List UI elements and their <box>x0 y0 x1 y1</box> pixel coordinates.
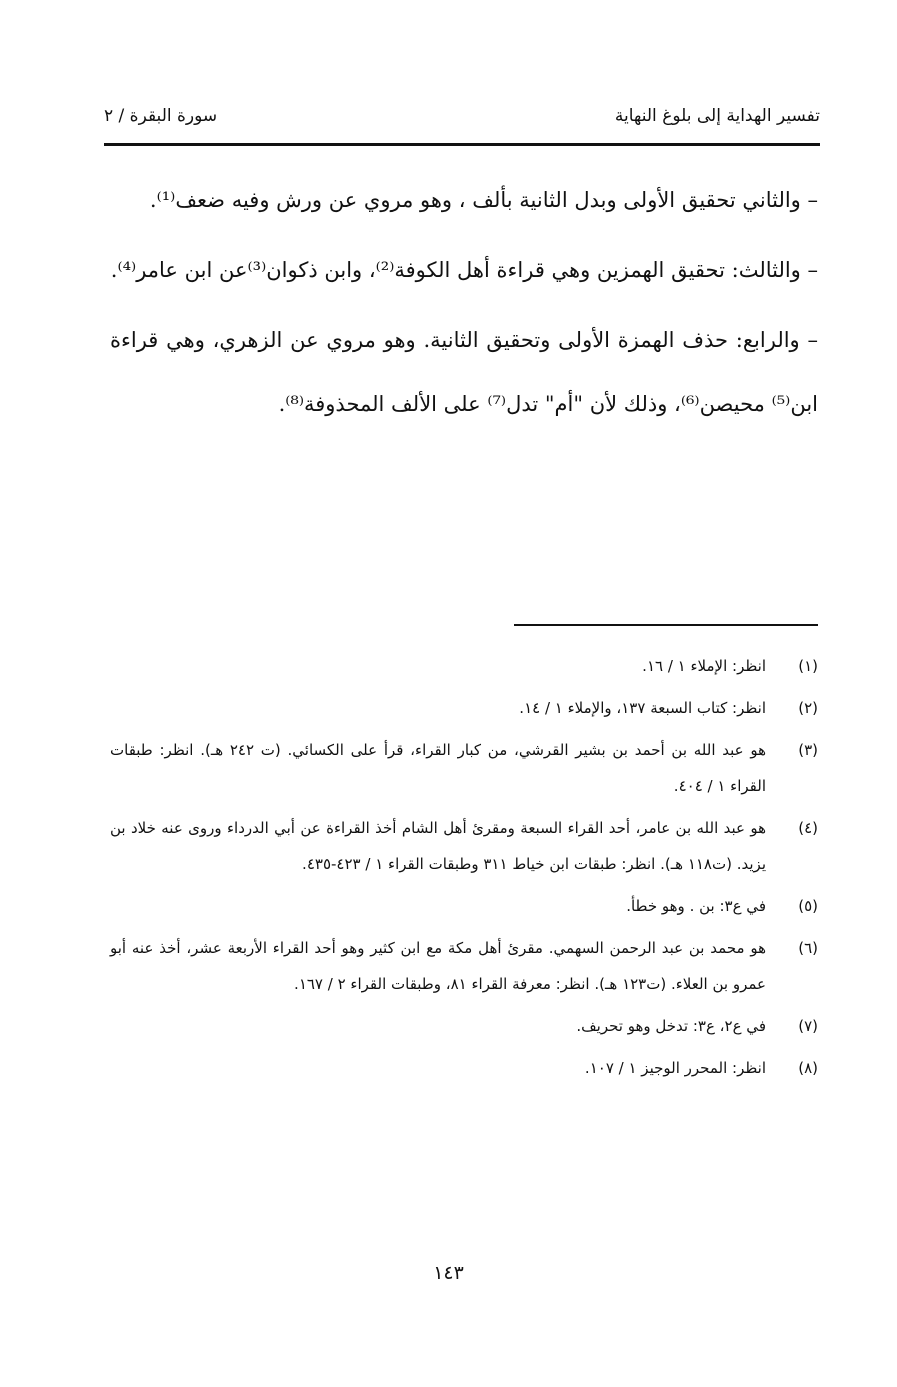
page-number: ١٤٣ <box>433 1262 464 1284</box>
paragraph-third-reading: – والثالث: تحقيق الهمزين وهي قراءة أهل الكوفة⁽²⁾، وابن ذكوان⁽³⁾عن ابن عامر⁽⁴⁾. <box>110 258 818 282</box>
header-book-title: تفسير الهداية إلى بلوغ النهاية <box>614 106 820 126</box>
footnote-item <box>110 810 818 882</box>
running-header <box>104 96 820 136</box>
footnote-item <box>110 648 818 684</box>
paragraph-fourth-reading: – والرابع: حذف الهمزة الأولى وتحقيق الثانية. وهو مروي عن الزهري، وهي قراءة ابن⁽⁵⁾ محيصن⁽⁶⁾، وذلك لأن "أم" تدل⁽⁷⁾ على الألف المحذوفة⁽⁸⁾. <box>110 328 818 416</box>
footnote-text: انظر: المحرر الوجيز ١ / ١٠٧. <box>584 1059 766 1077</box>
footnote-text: هو عبد الله بن عامر، أحد القراء السبعة ومقرئ أهل الشام أخذ القراءة عن أبي الدرداء وروى عنه خلاد بن يزيد. (ت١١٨ هـ). انظر: طبقات ابن خياط ٣١١ وطبقات القراء ١ / ٤٢٣-٤٣٥. <box>110 819 766 873</box>
footnote-number: (٣) <box>798 741 818 759</box>
footnote-item <box>110 690 818 726</box>
footnote-text: في ع٣: بن . وهو خطأ. <box>626 897 766 915</box>
footnote-number: (٥) <box>798 897 818 915</box>
main-text <box>110 168 818 442</box>
footnote-number: (٧) <box>798 1017 818 1035</box>
footnote-number: (٦) <box>798 939 818 957</box>
footnote-text: هو عبد الله بن أحمد بن بشير القرشي، من كبار القراء، قرأ على الكسائي. (ت ٢٤٢ هـ). انظر: طبقات القراء ١ / ٤٠٤. <box>110 741 766 795</box>
footnote-item <box>110 930 818 1002</box>
header-divider <box>104 143 820 146</box>
footnote-number: (١) <box>798 657 818 675</box>
paragraph-second-reading: – والثاني تحقيق الأولى وبدل الثانية بألف ، وهو مروي عن ورش وفيه ضعف⁽¹⁾. <box>149 188 818 212</box>
footnotes <box>110 648 818 1092</box>
footnote-item <box>110 1008 818 1044</box>
header-surah-label: سورة البقرة / ٢ <box>104 106 218 126</box>
footnote-item <box>110 1050 818 1086</box>
footnote-divider <box>514 624 818 626</box>
footnote-number: (٢) <box>798 699 818 717</box>
footnote-number: (٤) <box>798 819 818 837</box>
footnote-item <box>110 732 818 804</box>
footnote-text: هو محمد بن عبد الرحمن السهمي. مقرئ أهل مكة مع ابن كثير وهو أحد القراء الأربعة عشر، أخذ عنه أبو عمرو بن العلاء. (ت١٢٣ هـ). انظر: معرفة القراء ٨١، وطبقات القراء ٢ / ١٦٧. <box>110 939 766 993</box>
footnote-text: في ع٢، ع٣: تدخل وهو تحريف. <box>576 1017 766 1035</box>
footnote-item <box>110 888 818 924</box>
footnote-text: انظر: كتاب السبعة ١٣٧، والإملاء ١ / ١٤. <box>519 699 766 717</box>
footnote-text: انظر: الإملاء ١ / ١٦. <box>642 657 766 675</box>
footnote-number: (٨) <box>798 1059 818 1077</box>
